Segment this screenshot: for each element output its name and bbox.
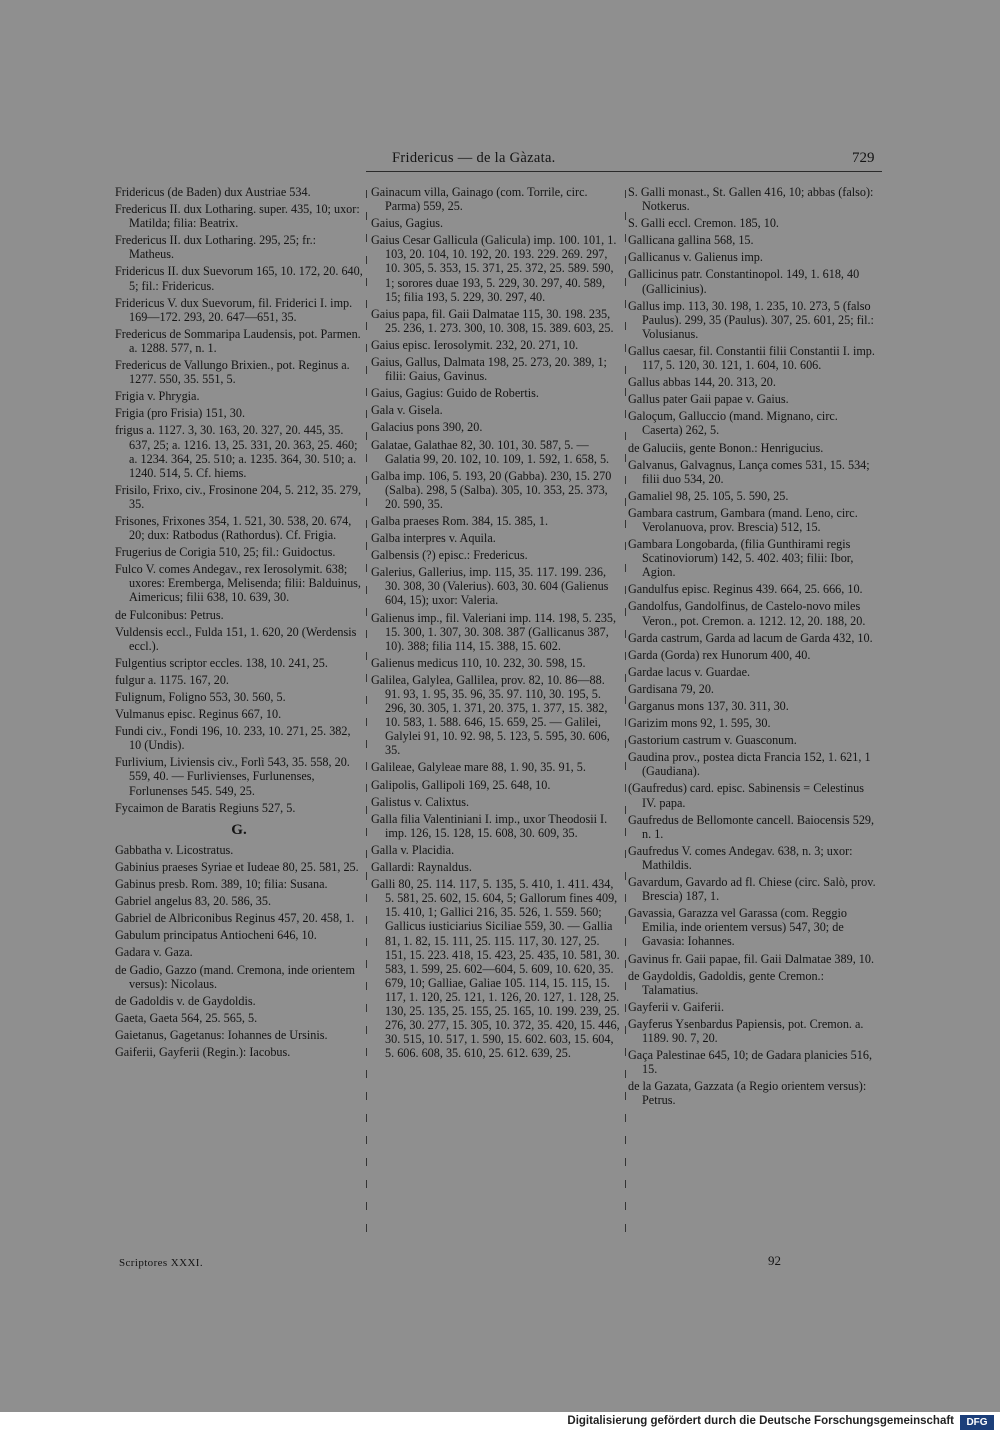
index-entry: Vulmanus episc. Reginus 667, 10. [115,707,282,722]
page-number: 729 [852,150,875,166]
index-entry: Gallicanus v. Galienus imp. [628,250,763,265]
index-entry: Galbensis (?) episc.: Fredericus. [371,548,528,563]
index-entry: Gardae lacus v. Guardae. [628,664,751,679]
index-entry: Gaudina prov., postea dicta Francia 152, 1. 621, 1 (Gaudiana). [628,750,871,779]
index-entry: Gardisana 79, 20. [628,681,714,696]
index-entry: Gaeta, Gaeta 564, 25. 565, 5. [115,1010,258,1025]
dfg-logo: DFG [960,1415,994,1430]
index-entry: de Gaydoldis, Gadoldis, gente Cremon.: Talamatius. [628,968,824,997]
index-entry: Gallicana gallina 568, 15. [628,233,754,248]
index-entry: Frugerius de Corigia 510, 25; fil.: Guidoctus. [115,545,336,560]
index-entry: Frigia (pro Frisia) 151, 30. [115,406,245,421]
index-entry: Galistus v. Calixtus. [371,794,470,809]
index-entry: Gayferus Ysenbardus Papiensis, pot. Cremon. a. 1189. 90. 7, 20. [628,1016,864,1045]
index-entry: Gaius episc. Ierosolymit. 232, 20. 271, 10. [371,337,579,352]
index-entry: S. Galli eccl. Cremon. 185, 10. [628,216,779,231]
index-entry: Fulco V. comes Andegav., rex Ierosolymit. 638; uxores: Eremberga, Melisenda; filii: Balduinus, Aimericus; filii 638, 10. 639, 30. [115,562,361,605]
index-entry: Fridericus (de Baden) dux Austriae 534. [115,185,311,199]
index-entry: Galilea, Galylea, Gallilea, prov. 82, 10. 86—88. 91. 93, 1. 95, 35. 96, 35. 97. 110, 30. 195, 5. 296, 30. 305, 1. 371, 20. 375, 1. 377, 15. 382, 10. 583, 1. 588. 646, 15. 659, 25. — Galilei, Galylei 91, 10. 92. 98, 5. 123, 5. 595, 30. 606, 35. [371,672,610,758]
index-entry: Gastorium castrum v. Guasconum. [628,733,797,748]
index-entry: Gaius, Gagius. [371,216,444,231]
index-entry: Fulignum, Foligno 553, 30. 560, 5. [115,690,286,704]
index-column-1 [115,185,363,1062]
digitization-banner [0,1412,1000,1434]
index-entry: Garda (Gorda) rex Hunorum 400, 40. [628,647,811,662]
index-entry: Galienus medicus 110, 10. 232, 30. 598, 15. [371,655,586,670]
index-entry: de Galuciis, gente Bonon.: Henrigucius. [628,440,824,455]
index-entry: Gabbatha v. Licostratus. [115,842,234,857]
index-entry: Gabulum principatus Antiocheni 646, 10. [115,928,317,943]
index-column-2 [371,185,623,1063]
index-entry: Garizim mons 92, 1. 595, 30. [628,716,771,731]
index-entry: Gaiferii, Gayferii (Regin.): Iacobus. [115,1044,291,1059]
index-entry: de Gadio, Gazzo (mand. Cremona, inde orientem versus): Nicolaus. [115,962,355,991]
index-entry: Gallicinus patr. Constantinopol. 149, 1. 618, 40 (Gallicinius). [628,267,860,296]
index-entry: Galatae, Galathae 82, 30. 101, 30. 587, 5. — Galatia 99, 20. 102, 10. 109, 1. 592, 1. 658, 5. [371,437,610,466]
index-entry: Gavassia, Garazza vel Garassa (com. Reggio Emilia, inde orientem versus) 547, 30; de Gavasia: Iohannes. [628,906,847,949]
index-entry: de Gadoldis v. de Gaydoldis. [115,993,256,1008]
index-entry: Frigia v. Phrygia. [115,389,200,404]
index-entry: Gaius, Gagius: Guido de Robertis. [371,386,539,401]
footer-series: Scriptores XXXI. [119,1257,203,1269]
index-entry: Fulgentius scriptor eccles. 138, 10. 241, 25. [115,655,328,670]
index-entry: Gabinius praeses Syriae et Iudeae 80, 25. 581, 25. [115,859,359,874]
index-entry: Galipolis, Gallipoli 169, 25. 648, 10. [371,777,551,792]
index-entry: Gallus imp. 113, 30. 198, 1. 235, 10. 273, 5 (falso Paulus). 299, 35 (Paulus). 307, 25. 601, 25; fil.: Volusianus. [628,298,874,341]
index-entry: Gaufredus de Bellomonte cancell. Baiocensis 529, n. 1. [628,812,875,841]
index-entry: Gambara castrum, Gambara (mand. Leno, circ. Verolanuova, prov. Brescia) 512, 15. [628,505,858,534]
index-entry: Galba praeses Rom. 384, 15. 385, 1. [371,513,549,528]
index-entry: Fridericus V. dux Suevorum, fil. Friderici I. imp. 169—172. 293, 20. 647—651, 35. [115,295,353,324]
index-entry: Galileae, Galyleae mare 88, 1. 90, 35. 91, 5. [371,760,586,775]
index-entry: Gadara v. Gaza. [115,945,193,960]
running-header-title: Fridericus — de la Gàzata. [392,150,556,166]
index-entry: Gaça Palestinae 645, 10; de Gadara planicies 516, 15. [628,1048,872,1077]
index-entry: Fredericus II. dux Lotharing. super. 435, 10; uxor: Matilda; filia: Beatrix. [115,202,360,231]
index-entry: Fundi civ., Fondi 196, 10. 233, 10. 271, 25. 382, 10 (Undis). [115,724,351,753]
index-entry: Galba imp. 106, 5. 193, 20 (Gabba). 230, 15. 270 (Salba). 298, 5 (Salba). 305, 10. 353, 25. 373, 20. 590, 35. [371,468,612,511]
index-entry: Garganus mons 137, 30. 311, 30. [628,699,789,713]
index-entry: fulgur a. 1175. 167, 20. [115,672,229,687]
index-entry: Frisones, Frixones 354, 1. 521, 30. 538, 20. 674, 20; dux: Ratbodus (Rathordus). Cf. Frigia. [115,513,352,543]
index-entry: Galla filia Valentiniani I. imp., uxor Theodosii I. imp. 126, 15. 128, 15. 608, 30. 609, 35. [371,811,608,840]
index-entry: Gandulfus episc. Reginus 439. 664, 25. 666, 10. [628,582,863,597]
index-entry: Gainacum villa, Gainago (com. Torrile, circ. Parma) 559, 25. [371,185,588,214]
index-entry: Galoçum, Galluccio (mand. Mignano, circ. Caserta) 262, 5. [628,409,838,438]
index-entry: Gayferii v. Gaiferii. [628,999,724,1014]
index-entry: Furlivium, Liviensis civ., Forlì 543, 35. 558, 20. 559, 40. — Furlivienses, Furlunenses, Forlunenses 545. 549, 25. [115,755,350,798]
letter-heading: G. [231,821,247,838]
index-entry: Galvanus, Galvagnus, Lança comes 531, 15. 534; filii duo 534, 20. [628,457,870,486]
column-separator-1 [366,190,367,1245]
index-entry: Gallardi: Raynaldus. [371,860,472,875]
index-entry: Gaius Cesar Gallicula (Galicula) imp. 100. 101, 1. 103, 20. 104, 10. 192, 20. 193. 229. 269. 297, 10. 305, 5. 353, 15. 371, 25. 372, 25. 589. 590, 1; sorores duae 193, 5. 229, 30. 297, 40. 589, 15; filia 193, 5. 229, 30. 297, 40. [371,233,617,304]
index-entry: Frisilo, Frixo, civ., Frosinone 204, 5. 212, 35. 279, 35. [115,482,362,511]
index-entry: Gala v. Gisela. [371,403,443,418]
header-rule [366,171,882,172]
index-entry: Gabriel angelus 83, 20. 586, 35. [115,894,272,909]
index-entry: Garda castrum, Garda ad lacum de Garda 432, 10. [628,630,873,645]
index-entry: Galacius pons 390, 20. [371,420,483,435]
index-entry: Gavinus fr. Gaii papae, fil. Gaii Dalmatae 389, 10. [628,951,875,966]
index-entry: Fridericus II. dux Suevorum 165, 10. 172, 20. 640, 5; fil.: Fridericus. [115,264,363,293]
index-entry: Gabinus presb. Rom. 389, 10; filia: Susana. [115,877,328,892]
index-entry: Fredericus de Sommaripa Laudensis, pot. Parmen. a. 1288. 577, n. 1. [115,326,361,355]
index-entry: de la Gazata, Gazzata (a Regio orientem versus): Petrus. [628,1079,867,1108]
index-entry: Galerius, Gallerius, imp. 115, 35. 117. 199. 236, 30. 308, 30 (Valerius). 603, 30. 604 (Galienus 604, 15); uxor: Valeria. [371,565,609,608]
index-entry: Galli 80, 25. 114. 117, 5. 135, 5. 410, 1. 411. 434, 5. 581, 25. 602, 15. 604, 5; Gallorum fines 409, 15. 410, 1; Gallici 216, 35. 526, 1. 559. 560; Gallicus iusticiarius Siciliae 559, 30. — Gallia 81, 1. 82, 15. 111, 25. 115. 117, 30. 127, 25. 151, 15. 223. 418, 15. 423, 25. 435, 10. 581, 30. 583, 1. 599, 25. 602—604, 5. 609, 10. 620, 35. 679, 10; Galliae, Galiae 105. 114, 15. 115, 15. 117, 1. 120, 25. 121, 1. 126, 20. 127, 1. 128, 25. 130, 25. 135, 25. 155, 25. 165, 10. 199. 239, 25. 276, 30. 277, 15. 305, 10. 372, 35. 420, 15. 446, 30. 515, 10. 517, 1. 590, 15. 602. 603, 15. 604, 5. 606. 608, 35. 610, 25. 612. 639, 25. [371,877,620,1061]
index-entry: Gandolfus, Gandolfinus, de Castelo-novo miles Veron., pot. Cremon. a. 1212. 12, 20. 188, 20. [628,599,866,628]
index-entry: Galba interpres v. Aquila. [371,531,496,546]
index-entry: Fredericus de Vallungo Brixien., pot. Reginus a. 1277. 550, 35. 551, 5. [115,358,350,387]
index-entry: Gaius, Gallus, Dalmata 198, 25. 273, 20. 389, 1; filii: Gaius, Gavinus. [371,355,607,384]
index-entry: Gallus abbas 144, 20. 313, 20. [628,375,776,390]
index-entry: Galla v. Placidia. [371,842,455,857]
index-entry: Gavardum, Gavardo ad fl. Chiese (circ. Salò, prov. Brescia) 187, 1. [628,875,876,904]
index-entry: Gamaliel 98, 25. 105, 5. 590, 25. [628,488,789,503]
banner-text: Digitalisierung gefördert durch die Deutsche Forschungsgemeinschaft [567,1415,954,1427]
index-entry: Gaietanus, Gagetanus: Iohannes de Ursinis. [115,1027,328,1042]
index-entry: Gallus pater Gaii papae v. Gaius. [628,392,789,407]
index-entry: Fredericus II. dux Lotharing. 295, 25; fr.: Matheus. [115,233,317,262]
index-entry: de Fulconibus: Petrus. [115,607,224,622]
index-entry: frigus a. 1127. 3, 30. 163, 20. 327, 20. 445, 35. 637, 25; a. 1216. 13, 25. 331, 20. 363, 25. 460; a. 1234. 364, 25. 510; a. 1235. 364, 30. 510; a. 1240. 514, 5. Cf. hiems. [115,423,358,480]
column-separator-2 [625,190,626,1245]
index-column-3 [628,185,880,1110]
index-entry: Gambara Longobarda, (filia Gunthirami regis Scatinoviorum) 142, 5. 402. 403; filii: Ibor, Agion. [628,537,854,580]
index-entry: Gallus caesar, fil. Constantii filii Constantii I. imp. 117, 5. 120, 30. 121, 1. 604, 10. 606. [628,343,875,373]
index-entry: Vuldensis eccl., Fulda 151, 1. 620, 20 (Werdensis eccl.). [115,624,357,653]
index-entry: S. Galli monast., St. Gallen 416, 10; abbas (falso): Notkerus. [628,185,874,214]
index-entry: Fycaimon de Baratis Regiuns 527, 5. [115,800,296,815]
index-entry: Gaufredus V. comes Andegav. 638, n. 3; uxor: Mathildis. [628,843,853,872]
index-entry: Gaius papa, fil. Gaii Dalmatae 115, 30. 198. 235, 25. 236, 1. 273. 300, 10. 308, 15. 389. 603, 25. [371,306,614,335]
index-entry: Galienus imp., fil. Valeriani imp. 114. 198, 5. 235, 15. 300, 1. 307, 30. 308. 387 (Gallicanus 387, 10). 388; filia 114, 15. 388, 15. 602. [371,610,617,653]
footer-signature: 92 [768,1253,781,1268]
index-entry: Gabriel de Albriconibus Reginus 457, 20. 458, 1. [115,911,355,926]
index-entry: (Gaufredus) card. episc. Sabinensis = Celestinus IV. papa. [628,781,865,810]
